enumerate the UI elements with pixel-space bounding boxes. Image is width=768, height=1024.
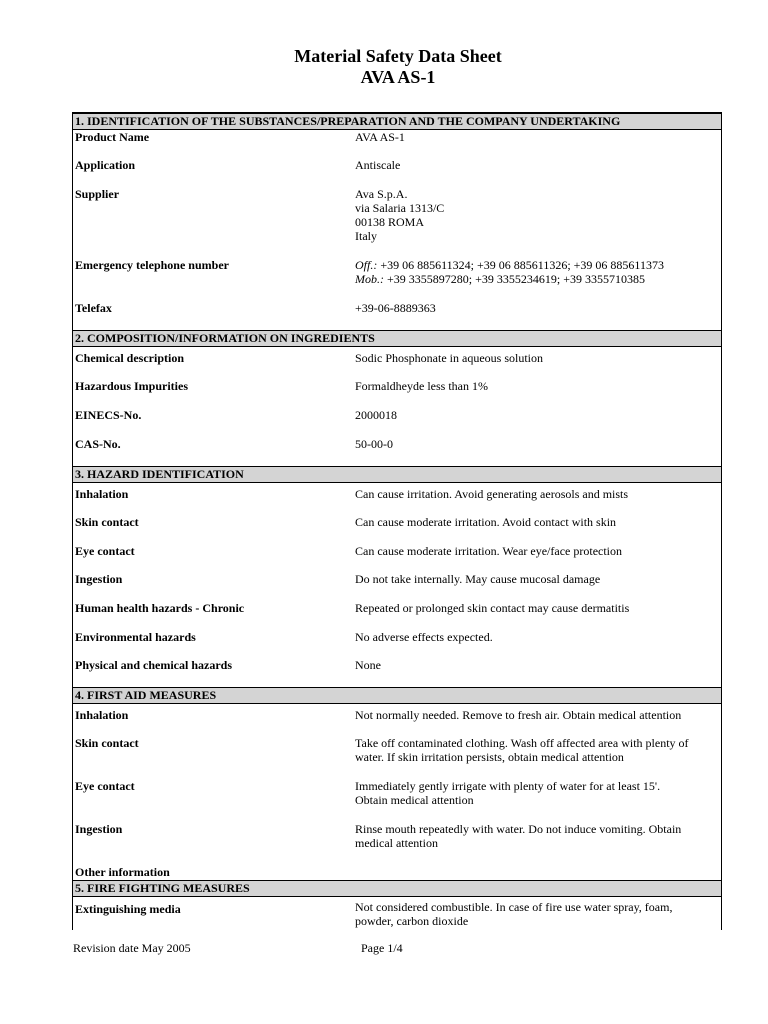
mobile-numbers: +39 3355897280; +39 3355234619; +39 3355710385 [384,272,645,286]
cas-value: 50-00-0 [355,437,393,451]
section-5-header: 5. FIRE FIGHTING MEASURES [73,880,721,897]
revision-date: Revision date May 2005 [73,941,191,955]
section-1-header: 1. IDENTIFICATION OF THE SUBSTANCES/PREPARATION AND THE COMPANY UNDERTAKING [73,113,721,130]
section-3-header: 3. HAZARD IDENTIFICATION [73,466,721,483]
application-label: Application [75,158,136,172]
extinguishing-media-line: powder, carbon dioxide [355,914,469,928]
supplier-line: via Salaria 1313/C [355,201,445,215]
supplier-line: 00138 ROMA [355,215,425,229]
hazard-inhalation-label: Inhalation [75,487,129,501]
extinguishing-media-label: Extinguishing media [75,902,181,916]
chemical-description-label: Chemical description [75,351,184,365]
office-numbers: +39 06 885611324; +39 06 885611326; +39 06 885611373 [377,258,664,272]
firstaid-eye-value [355,779,721,807]
emergency-phone-value [355,258,721,286]
extinguishing-media-line: Not considered combustible. In case of fire use water spray, foam, [355,900,673,914]
einecs-label: EINECS-No. [75,408,142,422]
emergency-phone-label: Emergency telephone number [75,258,229,272]
hazard-environmental-value: No adverse effects expected. [355,630,493,644]
telefax-value: +39-06-8889363 [355,301,436,315]
firstaid-inhalation-label: Inhalation [75,708,129,722]
supplier-value [355,187,721,243]
supplier-label: Supplier [75,187,120,201]
hazard-ingestion-label: Ingestion [75,572,123,586]
firstaid-skin-line: Take off contaminated clothing. Wash off affected area with plenty of [355,736,689,750]
hazard-ingestion-value: Do not take internally. May cause mucosal damage [355,572,601,586]
hazard-skin-label: Skin contact [75,515,139,529]
hazardous-impurities-value: Formaldheyde less than 1% [355,379,488,393]
hazard-inhalation-value: Can cause irritation. Avoid generating aerosols and mists [355,487,629,501]
section-4-header: 4. FIRST AID MEASURES [73,687,721,704]
hazard-environmental-label: Environmental hazards [75,630,196,644]
page-number: Page 1/4 [361,941,403,955]
hazard-skin-value: Can cause moderate irritation. Avoid contact with skin [355,515,617,529]
section-2-header: 2. COMPOSITION/INFORMATION ON INGREDIENTS [73,330,721,347]
firstaid-skin-value [355,736,721,764]
hazardous-impurities-label: Hazardous Impurities [75,379,189,393]
application-value: Antiscale [355,158,401,172]
chemical-description-value: Sodic Phosphonate in aqueous solution [355,351,543,365]
firstaid-eye-label: Eye contact [75,779,135,793]
hazard-eye-label: Eye contact [75,544,135,558]
product-title: AVA AS-1 [360,67,436,87]
office-label: Off.: [355,258,378,272]
safety-data-table [72,112,722,930]
cas-label: CAS-No. [75,437,121,451]
firstaid-ingestion-label: Ingestion [75,822,123,836]
document-title: Material Safety Data Sheet [294,46,502,66]
firstaid-eye-line: Immediately gently irrigate with plenty of water for at least 15'. [355,779,661,793]
product-name-label: Product Name [75,130,150,144]
hazard-physical-label: Physical and chemical hazards [75,658,233,672]
firstaid-eye-line: Obtain medical attention [355,793,474,807]
extinguishing-media-value [355,900,721,928]
office-phone-line [355,258,721,272]
firstaid-ingestion-value [355,822,721,850]
firstaid-inhalation-value: Not normally needed. Remove to fresh air. Obtain medical attention [355,708,682,722]
hazard-chronic-label: Human health hazards - Chronic [75,601,245,615]
mobile-phone-line [355,272,721,286]
supplier-line: Italy [355,229,377,243]
firstaid-other-label: Other information [75,865,170,879]
firstaid-ingestion-line: medical attention [355,836,438,850]
product-name-value: AVA AS-1 [355,130,405,144]
hazard-chronic-value: Repeated or prolonged skin contact may cause dermatitis [355,601,630,615]
mobile-label: Mob.: [355,272,384,286]
hazard-physical-value: None [355,658,381,672]
telefax-label: Telefax [75,301,112,315]
einecs-value: 2000018 [355,408,397,422]
firstaid-ingestion-line: Rinse mouth repeatedly with water. Do not induce vomiting. Obtain [355,822,682,836]
supplier-line: Ava S.p.A. [355,187,408,201]
firstaid-skin-line: water. If skin irritation persists, obtain medical attention [355,750,624,764]
hazard-eye-value: Can cause moderate irritation. Wear eye/face protection [355,544,623,558]
firstaid-skin-label: Skin contact [75,736,139,750]
